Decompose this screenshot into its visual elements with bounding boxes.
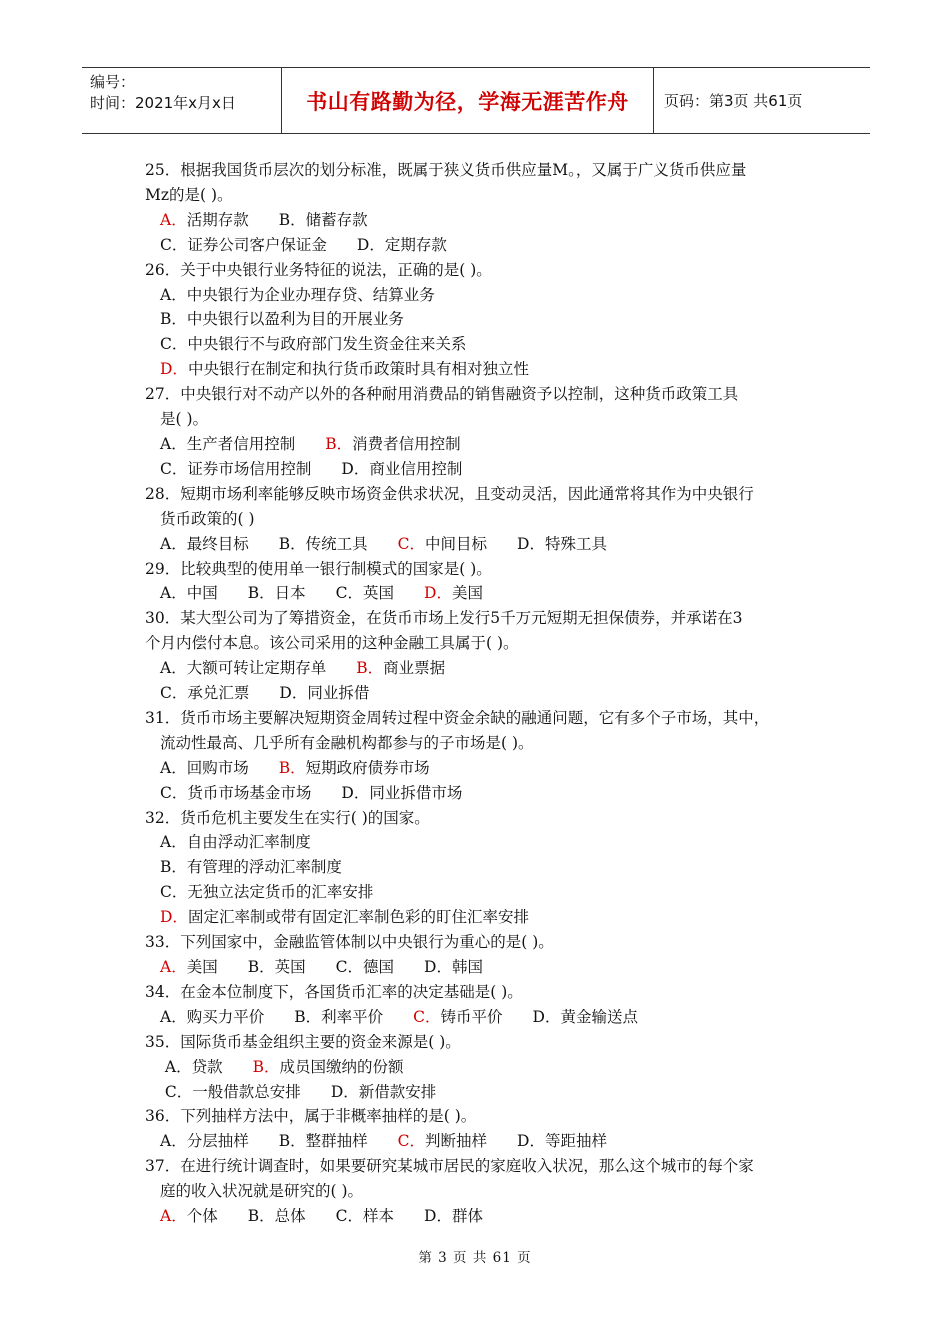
- option-text: 商业票据: [383, 659, 446, 678]
- option-row: [145, 307, 815, 332]
- question-item: [145, 382, 815, 482]
- answer-option: [160, 955, 218, 980]
- answer-option: [341, 457, 462, 482]
- question-number: 26．: [145, 260, 181, 279]
- option-row: [145, 581, 815, 606]
- option-letter: A．: [160, 210, 187, 229]
- question-stem: 在进行统计调查时，如果要研究某城市居民的家庭收入状况，那么这个城市的每个家: [180, 1157, 754, 1176]
- question-stem-continued: 流动性最高、几乎所有金融机构都参与的子市场是( )。: [160, 733, 534, 752]
- answer-option: [279, 208, 368, 233]
- question-stem: 国际货币基金组织主要的资金来源是( )。: [180, 1032, 461, 1051]
- option-letter: C．: [160, 459, 188, 478]
- question-item: [145, 1104, 815, 1154]
- page-footer: 第 3 页 共 61 页: [418, 1250, 532, 1266]
- answer-option: [248, 955, 306, 980]
- answer-option: [160, 532, 249, 557]
- option-letter: D．: [424, 584, 452, 603]
- option-letter: C．: [160, 235, 188, 254]
- question-stem-continued: 货币政策的( ): [160, 509, 255, 528]
- answer-option: [160, 781, 311, 806]
- option-text: 生产者信用控制: [186, 434, 296, 453]
- question-text: [145, 980, 815, 1005]
- answer-option: [279, 1129, 368, 1154]
- question-text: [145, 606, 815, 631]
- option-text: 中央银行不与政府部门发生资金往来关系: [187, 335, 467, 354]
- option-text: 回购市场: [186, 758, 249, 777]
- question-stem: 比较典型的使用单一银行制模式的国家是( )。: [180, 559, 492, 578]
- option-letter: C．: [160, 783, 188, 802]
- option-letter: A．: [160, 758, 187, 777]
- answer-option: [336, 1204, 394, 1229]
- question-item: [145, 482, 815, 557]
- option-letter: A．: [160, 434, 187, 453]
- option-row: [145, 1005, 815, 1030]
- option-text: 德国: [363, 958, 395, 976]
- option-letter: A．: [160, 534, 187, 553]
- question-stem-continued: 个月内偿付本息。该公司采用的这种金融工具属于( )。: [145, 634, 519, 653]
- question-stem: 中央银行对不动产以外的各种耐用消费品的销售融资予以控制，这种货币政策工具: [180, 385, 739, 404]
- option-text: 中国: [186, 584, 218, 603]
- answer-option: [160, 681, 249, 706]
- option-letter: B．: [252, 1057, 280, 1076]
- header-meta: [82, 68, 282, 133]
- code-label: 编号：: [90, 73, 136, 91]
- header-motto: 书山有路勤为径，学海无涯苦作舟: [282, 68, 654, 133]
- answer-option: [398, 532, 487, 557]
- answer-option: [336, 955, 394, 980]
- answer-option: [160, 1005, 264, 1030]
- option-letter: D．: [532, 1007, 561, 1026]
- question-number: 33．: [145, 933, 181, 952]
- answer-option: [160, 1055, 223, 1080]
- date-label: 时间：2021年x月x日: [90, 94, 236, 112]
- option-text: 自由浮动汇率制度: [186, 833, 311, 852]
- option-row: [145, 681, 815, 706]
- option-row: [145, 656, 815, 681]
- answer-option: [533, 1005, 638, 1030]
- option-row: [145, 208, 815, 233]
- option-text: 最终目标: [186, 534, 249, 553]
- option-letter: C．: [335, 584, 363, 603]
- option-text: 固定汇率制或带有固定汇率制色彩的盯住汇率安排: [187, 908, 529, 927]
- question-stem: 短期市场利率能够反映市场资金供求状况，且变动灵活，因此通常将其作为中央银行: [180, 484, 754, 503]
- option-letter: A．: [160, 958, 187, 976]
- question-item: [145, 706, 815, 806]
- question-text: [145, 557, 815, 582]
- answer-option: [160, 233, 327, 258]
- question-stem: 某大型公司为了筹措资金，在货币市场上发行5千万元短期无担保债券，并承诺在3: [180, 609, 743, 628]
- option-text: 等距抽样: [544, 1132, 607, 1151]
- question-stem-continued: 是( )。: [160, 410, 209, 429]
- option-letter: D．: [356, 235, 385, 254]
- answer-option: [160, 855, 815, 880]
- option-letter: C．: [397, 1132, 425, 1151]
- option-letter: A．: [160, 285, 187, 304]
- question-text: [145, 158, 815, 183]
- option-letter: D．: [517, 1132, 545, 1151]
- option-text: 特殊工具: [544, 534, 607, 553]
- option-letter: B．: [325, 434, 353, 453]
- question-number: 32．: [145, 808, 181, 827]
- option-text: 分层抽样: [186, 1132, 249, 1151]
- question-item: [145, 606, 815, 706]
- option-text: 无独立法定货币的汇率安排: [187, 883, 374, 902]
- question-item: [145, 1154, 815, 1229]
- option-row: [145, 830, 815, 855]
- question-number: 29．: [145, 559, 181, 578]
- question-stem: 下列国家中，金融监管体制以中央银行为重心的是( )。: [180, 933, 554, 952]
- option-row: [145, 955, 815, 980]
- question-number: 25．: [145, 161, 181, 179]
- option-text: 利率平价: [321, 1007, 384, 1026]
- question-text: [145, 382, 815, 407]
- option-letter: D．: [160, 360, 188, 379]
- question-number: 30．: [145, 609, 181, 628]
- option-row: [145, 332, 815, 357]
- answer-option: [279, 756, 430, 781]
- question-text: [145, 706, 815, 731]
- option-text: 英国: [274, 958, 306, 976]
- answer-option: [331, 1080, 436, 1105]
- option-letter: B．: [247, 584, 275, 603]
- option-letter: A．: [160, 1057, 192, 1076]
- answer-option: [160, 830, 815, 855]
- option-letter: B．: [278, 534, 306, 553]
- option-text: 判断抽样: [425, 1132, 488, 1151]
- option-letter: B．: [356, 659, 384, 678]
- answer-option: [356, 656, 445, 681]
- answer-option: [424, 955, 483, 980]
- option-text: 一般借款总安排: [192, 1082, 301, 1101]
- option-letter: C．: [160, 1082, 193, 1101]
- option-row: [145, 781, 815, 806]
- option-text: 同业拆借市场: [369, 783, 463, 802]
- option-letter: B．: [247, 1207, 275, 1226]
- option-text: 美国: [451, 584, 483, 603]
- question-item: [145, 557, 815, 607]
- question-item: [145, 258, 815, 383]
- option-text: 群体: [451, 1207, 483, 1226]
- option-text: 新借款安排: [358, 1082, 437, 1101]
- question-item: [145, 930, 815, 980]
- option-letter: A．: [160, 833, 187, 852]
- option-letter: A．: [160, 1207, 187, 1226]
- answer-option: [336, 581, 394, 606]
- option-text: 中央银行在制定和执行货币政策时具有相对独立性: [187, 360, 529, 379]
- question-number: 34．: [145, 982, 181, 1001]
- question-text: [145, 482, 815, 507]
- option-letter: D．: [424, 958, 452, 976]
- option-row: [145, 233, 815, 258]
- answer-option: [357, 233, 447, 258]
- option-text: 整群抽样: [305, 1132, 368, 1151]
- answer-option: [424, 581, 483, 606]
- answer-option: [160, 283, 815, 308]
- page-header: [82, 67, 870, 134]
- answer-option: [160, 457, 311, 482]
- question-number: 37．: [145, 1157, 181, 1176]
- question-number: 35．: [145, 1032, 181, 1051]
- question-text: [145, 258, 815, 283]
- option-row: [145, 756, 815, 781]
- option-letter: C．: [335, 1207, 363, 1226]
- answer-option: [160, 307, 815, 332]
- option-row: [145, 1129, 815, 1154]
- question-stem: 下列抽样方法中，属于非概率抽样的是( )。: [180, 1107, 477, 1126]
- question-item: [145, 980, 815, 1030]
- answer-option: [341, 781, 462, 806]
- question-text: [145, 930, 815, 955]
- option-text: 短期政府债券市场: [305, 758, 430, 777]
- option-text: 总体: [274, 1207, 306, 1226]
- option-text: 大额可转让定期存单: [186, 659, 327, 678]
- header-page-info: 页码：第3页 共61页: [664, 92, 803, 110]
- option-row: [145, 432, 815, 457]
- question-text: [145, 806, 815, 831]
- answer-option: [160, 905, 815, 930]
- question-text: [145, 1104, 815, 1129]
- answer-option: [517, 1129, 607, 1154]
- option-text: 承兑汇票: [187, 684, 250, 703]
- option-text: 中间目标: [425, 534, 488, 553]
- option-text: 铸币平价: [440, 1007, 503, 1026]
- question-stem-continued: 庭的收入状况就是研究的( )。: [160, 1182, 364, 1201]
- option-letter: B．: [278, 210, 306, 229]
- question-item: [145, 1030, 815, 1105]
- question-item: [145, 158, 815, 258]
- option-letter: C．: [413, 1007, 441, 1026]
- option-text: 英国: [363, 584, 395, 603]
- option-row: [145, 457, 815, 482]
- option-row: [145, 855, 815, 880]
- question-text: [145, 1154, 815, 1179]
- option-letter: C．: [160, 684, 188, 703]
- option-letter: D．: [330, 1082, 359, 1101]
- answer-option: [413, 1005, 502, 1030]
- question-stem: 根据我国货币层次的划分标准，既属于狭义货币供应量M。，又属于广义货币供应量: [180, 161, 747, 179]
- option-letter: B．: [278, 758, 306, 777]
- option-text: 日本: [274, 584, 306, 603]
- answer-option: [248, 581, 306, 606]
- question-stem: 关于中央银行业务特征的说法，正确的是( )。: [180, 260, 492, 279]
- answer-option: [517, 532, 607, 557]
- question-number: 36．: [145, 1107, 181, 1126]
- option-text: 证券市场信用控制: [187, 459, 312, 478]
- answer-option: [160, 1204, 218, 1229]
- answer-option: [160, 1129, 249, 1154]
- option-row: [145, 905, 815, 930]
- option-text: 黄金输送点: [560, 1007, 638, 1026]
- option-row: [145, 1080, 815, 1105]
- option-letter: A．: [160, 659, 187, 678]
- answer-option: [398, 1129, 487, 1154]
- option-text: 个体: [186, 1207, 218, 1226]
- option-row: [145, 1204, 815, 1229]
- question-stem: 货币市场主要解决短期资金周转过程中资金余缺的融通问题，它有多个子市场，其中，: [180, 708, 770, 727]
- option-text: 消费者信用控制: [352, 434, 461, 453]
- option-text: 美国: [186, 958, 218, 976]
- option-text: 中央银行为企业办理存贷、结算业务: [186, 285, 435, 304]
- option-letter: D．: [341, 783, 370, 802]
- option-row: [145, 880, 815, 905]
- option-letter: C．: [397, 534, 425, 553]
- answer-option: [160, 656, 326, 681]
- option-text: 定期存款: [384, 235, 447, 254]
- option-letter: A．: [160, 1132, 187, 1151]
- option-letter: C．: [160, 335, 188, 354]
- answer-option: [160, 756, 249, 781]
- answer-option: [325, 432, 460, 457]
- question-item: [145, 806, 815, 931]
- answer-option: [279, 681, 369, 706]
- option-text: 商业信用控制: [369, 459, 463, 478]
- answer-option: [279, 532, 368, 557]
- answer-option: [160, 1080, 301, 1105]
- question-number: 27．: [145, 385, 181, 404]
- answer-option: [160, 581, 218, 606]
- option-text: 中央银行以盈利为目的开展业务: [186, 310, 404, 329]
- answer-option: [248, 1204, 306, 1229]
- option-text: 活期存款: [186, 210, 249, 229]
- option-letter: C．: [335, 958, 363, 976]
- option-text: 货币市场基金市场: [187, 783, 312, 802]
- question-text: [145, 1030, 815, 1055]
- option-letter: C．: [160, 883, 188, 902]
- question-list: [145, 158, 815, 1229]
- option-text: 证券公司客户保证金: [187, 235, 327, 254]
- option-letter: B．: [294, 1007, 322, 1026]
- option-row: [145, 532, 815, 557]
- answer-option: [424, 1204, 483, 1229]
- option-letter: B．: [160, 858, 187, 877]
- answer-option: [160, 208, 249, 233]
- option-text: 贷款: [191, 1057, 223, 1076]
- answer-option: [253, 1055, 404, 1080]
- option-row: [145, 357, 815, 382]
- answer-option: [294, 1005, 383, 1030]
- question-stem: 货币危机主要发生在实行( )的国家。: [180, 808, 430, 827]
- option-letter: A．: [160, 584, 187, 603]
- option-letter: B．: [278, 1132, 306, 1151]
- question-number: 31．: [145, 708, 181, 727]
- option-letter: D．: [517, 534, 545, 553]
- option-row: [145, 283, 815, 308]
- option-letter: D．: [424, 1207, 452, 1226]
- question-stem-continued: Mz的是( )。: [145, 185, 233, 204]
- option-text: 购买力平价: [186, 1007, 265, 1026]
- option-text: 储蓄存款: [305, 210, 368, 229]
- question-number: 28．: [145, 484, 181, 503]
- option-letter: D．: [279, 684, 308, 703]
- option-letter: B．: [247, 958, 275, 976]
- question-stem: 在金本位制度下，各国货币汇率的决定基础是( )。: [180, 982, 523, 1001]
- option-letter: A．: [160, 1007, 187, 1026]
- answer-option: [160, 432, 295, 457]
- answer-option: [160, 880, 815, 905]
- option-text: 有管理的浮动汇率制度: [186, 858, 342, 877]
- option-letter: B．: [160, 310, 187, 329]
- option-row: [145, 1055, 815, 1080]
- option-text: 样本: [363, 1207, 395, 1226]
- answer-option: [160, 332, 815, 357]
- option-text: 同业拆借: [307, 684, 370, 703]
- option-text: 成员国缴纳的份额: [279, 1057, 404, 1076]
- option-letter: D．: [160, 908, 188, 927]
- option-text: 韩国: [451, 958, 483, 976]
- option-text: 传统工具: [305, 534, 368, 553]
- option-letter: D．: [341, 459, 370, 478]
- answer-option: [160, 357, 815, 382]
